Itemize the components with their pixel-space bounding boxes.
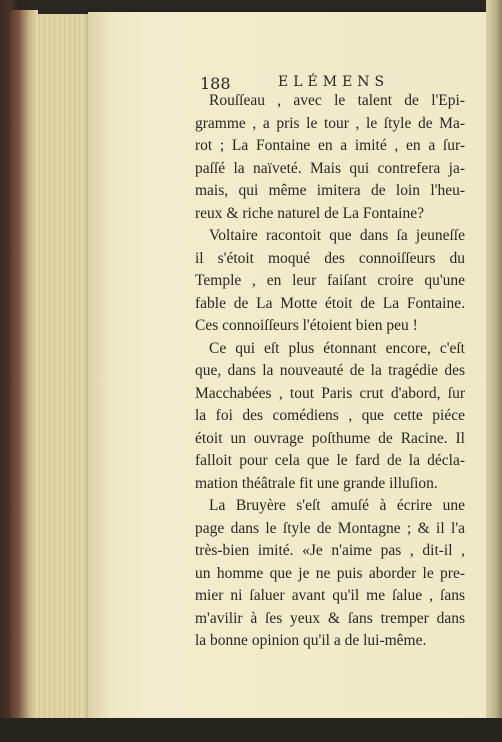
paragraph — [195, 495, 465, 653]
text-line: rot ; La Fontaine en a imité , en a ſur- — [195, 137, 465, 154]
text-line: Voltaire racontoit que dans ſa jeuneſſe — [209, 227, 465, 244]
bottom-shadow — [0, 718, 502, 742]
facing-page-edge — [486, 0, 502, 742]
text-line: mier ni ſaluer avant qu'il me ſalue , ſans — [195, 587, 465, 604]
page-number: 188 — [200, 74, 231, 93]
text-line: La Bruyère s'eſt amuſé à écrire une — [209, 497, 465, 514]
text-line: paſſé la naïveté. Mais qui contrefera ja- — [195, 159, 465, 177]
paragraph — [195, 225, 465, 338]
text-line: la bonne opinion qu'il a de lui-même. — [195, 632, 427, 649]
text-line: un homme que je ne puis aborder le pre- — [195, 564, 465, 582]
page-edges — [36, 14, 94, 720]
paragraph — [195, 338, 465, 496]
text-line: mais, qui même imitera de loin l'heu- — [195, 182, 465, 199]
text-line: Macchabées , tout Paris crut d'abord, ſur — [195, 384, 465, 402]
text-line: page dans le ſtyle de Montagne ; & il l'a — [195, 519, 465, 537]
text-line: étoit un ouvrage poſthume de Racine. Il — [195, 429, 465, 447]
text-line: Rouſſeau , avec le talent de l'Epi- — [209, 92, 465, 109]
text-line: mation théâtrale fit une grande illuſion. — [195, 474, 438, 492]
body-text — [195, 90, 465, 653]
text-line: que, dans la nouveauté de la tragédie des — [195, 362, 465, 379]
running-head: ELÉMENS — [278, 74, 390, 90]
text-line: il s'étoit moqué des connoiſſeurs du — [195, 249, 465, 267]
text-line: falloit pour cela que le fard de la décla- — [195, 452, 465, 469]
paragraph — [195, 90, 465, 225]
book-spine — [10, 10, 38, 722]
text-line: Temple , en leur faiſant croire qu'une — [195, 272, 465, 289]
text-line: très-bien imité. «Je n'aime pas , dit-il , — [195, 542, 465, 559]
text-line: reux & riche naturel de La Fontaine? — [195, 204, 424, 222]
text-line: fable de La Motte étoit de La Fontaine. — [195, 294, 465, 312]
text-line: gramme , a pris le tour , le ſtyle de Ma- — [195, 114, 465, 132]
text-line: Ces connoiſſeurs l'étoient bien peu ! — [195, 317, 418, 334]
text-line: Ce qui eſt plus étonnant encore, c'eſt — [209, 339, 465, 357]
text-line: m'avilir à ſes yeux & ſans tremper dans — [195, 609, 465, 627]
text-line: la foi des comédiens , que cette piéce — [195, 407, 465, 424]
